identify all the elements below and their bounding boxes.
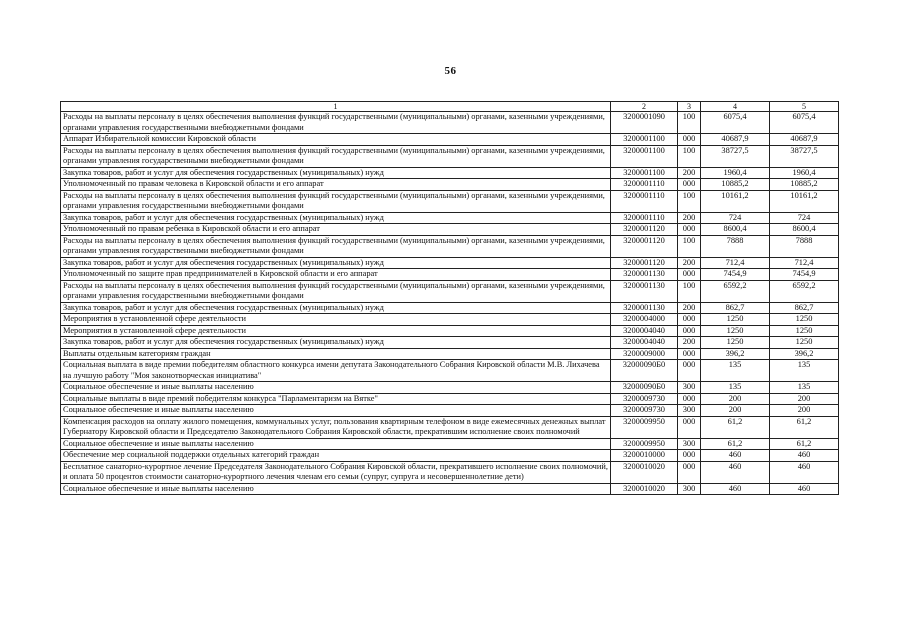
row-type-cell: 200 [678, 167, 701, 179]
row-value-col5-cell: 7454,9 [770, 269, 839, 281]
row-type-cell: 100 [678, 112, 701, 134]
row-value-col5-cell: 7888 [770, 235, 839, 257]
row-code-cell: 3200010020 [611, 483, 678, 495]
row-value-col4-cell: 7454,9 [701, 269, 770, 281]
page-number: 56 [444, 65, 457, 77]
row-code-cell: 3200009950 [611, 438, 678, 450]
row-type-cell: 000 [678, 360, 701, 382]
row-value-col5-cell: 10885,2 [770, 179, 839, 191]
row-value-col5-cell: 1960,4 [770, 167, 839, 179]
table-row [61, 269, 839, 281]
row-value-col4-cell: 38727,5 [701, 145, 770, 167]
row-type-cell: 100 [678, 145, 701, 167]
row-code-cell: 3200001120 [611, 224, 678, 236]
row-name-cell: Расходы на выплаты персоналу в целях обеспечения выполнения функций государственными (муниципальными) органами, казенными учреждениями, органами управления государственными внебюджетными фондами [61, 112, 611, 134]
row-value-col4-cell: 1250 [701, 337, 770, 349]
row-value-col4-cell: 712,4 [701, 257, 770, 269]
table-row [61, 416, 839, 438]
row-code-cell: 3200001100 [611, 167, 678, 179]
table-row [61, 212, 839, 224]
row-value-col4-cell: 10885,2 [701, 179, 770, 191]
row-name-cell: Бесплатное санаторно-курортное лечение Председателя Законодательного Собрания Кировской области, прекратившего исполнение своих полномочий, и оплата 50 процентов стоимости санаторно-курортного лечения членам его семьи (супруг, супруга и несовершеннолетние дети) [61, 461, 611, 483]
row-name-cell: Социальное обеспечение и иные выплаты населению [61, 382, 611, 394]
row-code-cell: 3200001090 [611, 112, 678, 134]
row-code-cell: 3200001120 [611, 257, 678, 269]
row-type-cell: 200 [678, 212, 701, 224]
row-value-col4-cell: 40687,9 [701, 134, 770, 146]
row-value-col4-cell: 460 [701, 483, 770, 495]
row-name-cell: Расходы на выплаты персоналу в целях обеспечения выполнения функций государственными (муниципальными) органами, казенными учреждениями, органами управления государственными внебюджетными фондами [61, 190, 611, 212]
row-name-cell: Социальное обеспечение и иные выплаты населению [61, 405, 611, 417]
row-value-col5-cell: 8600,4 [770, 224, 839, 236]
row-value-col5-cell: 200 [770, 393, 839, 405]
table-row [61, 314, 839, 326]
row-code-cell: 3200001110 [611, 179, 678, 191]
row-type-cell: 000 [678, 325, 701, 337]
row-code-cell: 3200010020 [611, 461, 678, 483]
row-type-cell: 200 [678, 337, 701, 349]
row-name-cell: Аппарат Избирательной комиссии Кировской области [61, 134, 611, 146]
table-row [61, 112, 839, 134]
row-type-cell: 100 [678, 235, 701, 257]
row-name-cell: Расходы на выплаты персоналу в целях обеспечения выполнения функций государственными (муниципальными) органами, казенными учреждениями, органами управления государственными внебюджетными фондами [61, 235, 611, 257]
row-value-col5-cell: 1250 [770, 325, 839, 337]
table-row [61, 167, 839, 179]
row-code-cell: 3200001130 [611, 280, 678, 302]
row-type-cell: 100 [678, 280, 701, 302]
row-value-col4-cell: 10161,2 [701, 190, 770, 212]
row-code-cell: 32000090Б0 [611, 360, 678, 382]
row-name-cell: Обеспечение мер социальной поддержки отдельных категорий граждан [61, 450, 611, 462]
table-row [61, 348, 839, 360]
row-code-cell: 3200009000 [611, 348, 678, 360]
column-header-2: 2 [611, 102, 678, 112]
row-type-cell: 000 [678, 461, 701, 483]
table-row [61, 302, 839, 314]
row-value-col5-cell: 1250 [770, 314, 839, 326]
row-type-cell: 200 [678, 257, 701, 269]
row-value-col5-cell: 460 [770, 461, 839, 483]
row-name-cell: Социальное обеспечение и иные выплаты населению [61, 438, 611, 450]
row-value-col4-cell: 6592,2 [701, 280, 770, 302]
row-value-col4-cell: 135 [701, 382, 770, 394]
row-name-cell: Расходы на выплаты персоналу в целях обеспечения выполнения функций государственными (муниципальными) органами, казенными учреждениями, органами управления государственными внебюджетными фондами [61, 280, 611, 302]
column-header-4: 4 [701, 102, 770, 112]
row-code-cell: 3200001100 [611, 145, 678, 167]
row-name-cell: Уполномоченный по правам человека в Кировской области и его аппарат [61, 179, 611, 191]
column-header-5: 5 [770, 102, 839, 112]
row-value-col5-cell: 6075,4 [770, 112, 839, 134]
row-type-cell: 000 [678, 179, 701, 191]
table-row [61, 134, 839, 146]
table-row [61, 405, 839, 417]
row-type-cell: 300 [678, 405, 701, 417]
table-row [61, 235, 839, 257]
row-type-cell: 300 [678, 483, 701, 495]
row-type-cell: 000 [678, 416, 701, 438]
row-name-cell: Уполномоченный по защите прав предпринимателей в Кировской области и его аппарат [61, 269, 611, 281]
row-value-col4-cell: 1250 [701, 314, 770, 326]
table-row [61, 179, 839, 191]
table-row [61, 438, 839, 450]
table-row [61, 280, 839, 302]
row-value-col4-cell: 724 [701, 212, 770, 224]
row-value-col5-cell: 200 [770, 405, 839, 417]
row-type-cell: 000 [678, 314, 701, 326]
row-value-col5-cell: 40687,9 [770, 134, 839, 146]
table-row [61, 483, 839, 495]
row-value-col4-cell: 61,2 [701, 416, 770, 438]
table-row [61, 145, 839, 167]
row-name-cell: Социальное обеспечение и иные выплаты населению [61, 483, 611, 495]
row-name-cell: Расходы на выплаты персоналу в целях обеспечения выполнения функций государственными (муниципальными) органами, казенными учреждениями, органами управления государственными внебюджетными фондами [61, 145, 611, 167]
row-code-cell: 3200010000 [611, 450, 678, 462]
row-code-cell: 3200001110 [611, 190, 678, 212]
row-value-col5-cell: 6592,2 [770, 280, 839, 302]
row-value-col4-cell: 135 [701, 360, 770, 382]
row-value-col5-cell: 135 [770, 382, 839, 394]
row-name-cell: Мероприятия в установленной сфере деятельности [61, 314, 611, 326]
row-value-col4-cell: 460 [701, 461, 770, 483]
row-value-col5-cell: 135 [770, 360, 839, 382]
row-value-col4-cell: 1250 [701, 325, 770, 337]
table-row [61, 360, 839, 382]
row-value-col5-cell: 61,2 [770, 416, 839, 438]
row-type-cell: 000 [678, 134, 701, 146]
row-code-cell: 3200001130 [611, 302, 678, 314]
row-value-col5-cell: 712,4 [770, 257, 839, 269]
row-type-cell: 000 [678, 224, 701, 236]
table-row [61, 450, 839, 462]
row-name-cell: Мероприятия в установленной сфере деятельности [61, 325, 611, 337]
table-row [61, 257, 839, 269]
row-name-cell: Закупка товаров, работ и услуг для обеспечения государственных (муниципальных) нужд [61, 212, 611, 224]
row-type-cell: 000 [678, 269, 701, 281]
row-value-col4-cell: 460 [701, 450, 770, 462]
table-row [61, 337, 839, 349]
row-name-cell: Социальные выплаты в виде премий победителям конкурса "Парламентаризм на Вятке" [61, 393, 611, 405]
row-name-cell: Закупка товаров, работ и услуг для обеспечения государственных (муниципальных) нужд [61, 257, 611, 269]
row-value-col5-cell: 396,2 [770, 348, 839, 360]
table-row [61, 461, 839, 483]
row-code-cell: 3200009730 [611, 405, 678, 417]
row-type-cell: 300 [678, 382, 701, 394]
row-code-cell: 3200009730 [611, 393, 678, 405]
row-value-col4-cell: 862,7 [701, 302, 770, 314]
row-value-col4-cell: 396,2 [701, 348, 770, 360]
row-name-cell: Уполномоченный по правам ребенка в Кировской области и его аппарат [61, 224, 611, 236]
row-value-col4-cell: 200 [701, 393, 770, 405]
row-value-col5-cell: 10161,2 [770, 190, 839, 212]
row-value-col5-cell: 460 [770, 450, 839, 462]
row-name-cell: Компенсация расходов на оплату жилого помещения, коммунальных услуг, пользования квартирным телефоном в виде ежемесячных денежных выплат Губернатору Кировской области и Председателю Законодательного Собрания Кировской области, прекратившим исполнение своих полномочий [61, 416, 611, 438]
table-row [61, 382, 839, 394]
row-value-col4-cell: 6075,4 [701, 112, 770, 134]
row-code-cell: 3200004000 [611, 314, 678, 326]
row-value-col4-cell: 7888 [701, 235, 770, 257]
row-value-col4-cell: 1960,4 [701, 167, 770, 179]
row-code-cell: 3200001110 [611, 212, 678, 224]
row-name-cell: Выплаты отдельным категориям граждан [61, 348, 611, 360]
row-name-cell: Закупка товаров, работ и услуг для обеспечения государственных (муниципальных) нужд [61, 337, 611, 349]
row-code-cell: 3200004040 [611, 337, 678, 349]
row-code-cell: 3200009950 [611, 416, 678, 438]
row-type-cell: 200 [678, 302, 701, 314]
row-type-cell: 000 [678, 348, 701, 360]
column-header-1: 1 [61, 102, 611, 112]
row-value-col5-cell: 1250 [770, 337, 839, 349]
row-value-col5-cell: 38727,5 [770, 145, 839, 167]
row-code-cell: 3200001100 [611, 134, 678, 146]
header-row [61, 102, 839, 112]
row-value-col4-cell: 200 [701, 405, 770, 417]
row-name-cell: Закупка товаров, работ и услуг для обеспечения государственных (муниципальных) нужд [61, 167, 611, 179]
row-name-cell: Закупка товаров, работ и услуг для обеспечения государственных (муниципальных) нужд [61, 302, 611, 314]
row-code-cell: 32000090Б0 [611, 382, 678, 394]
table-row [61, 190, 839, 212]
budget-table [60, 101, 839, 495]
column-header-3: 3 [678, 102, 701, 112]
row-type-cell: 000 [678, 450, 701, 462]
row-type-cell: 300 [678, 438, 701, 450]
row-value-col4-cell: 8600,4 [701, 224, 770, 236]
table-body [61, 112, 839, 495]
row-type-cell: 000 [678, 393, 701, 405]
table-row [61, 325, 839, 337]
row-name-cell: Социальная выплата в виде премии победителям областного конкурса имени депутата Законодательного Собрания Кировской области М.В. Лихачева на лучшую работу "Моя законотворческая инициатива" [61, 360, 611, 382]
row-type-cell: 100 [678, 190, 701, 212]
row-value-col5-cell: 724 [770, 212, 839, 224]
table-row [61, 393, 839, 405]
row-value-col4-cell: 61,2 [701, 438, 770, 450]
row-code-cell: 3200001120 [611, 235, 678, 257]
row-value-col5-cell: 862,7 [770, 302, 839, 314]
row-value-col5-cell: 460 [770, 483, 839, 495]
row-value-col5-cell: 61,2 [770, 438, 839, 450]
row-code-cell: 3200001130 [611, 269, 678, 281]
table-row [61, 224, 839, 236]
row-code-cell: 3200004040 [611, 325, 678, 337]
